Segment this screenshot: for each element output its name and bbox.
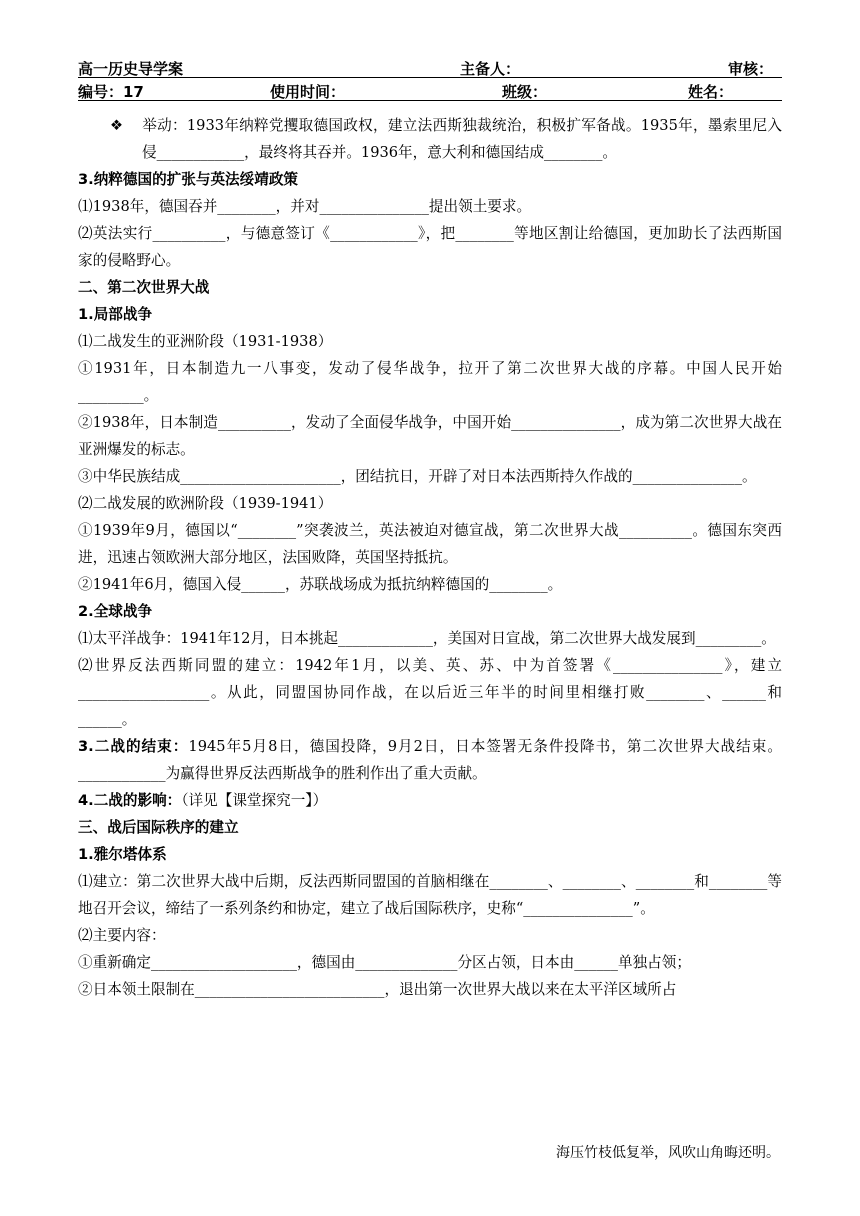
worksheet-line: ②1938年，日本制造__________，发动了全面侵华战争，中国开始_______________，成为第二次世界大战在亚洲爆发的标志。 (78, 414, 782, 458)
worksheet-line: ⑴二战发生的亚洲阶段（1931-1938） (78, 333, 333, 350)
worksheet-line: ⑴建立：第二次世界大战中后期，反法西斯同盟国的首脑相继在________、________、________和________等地召开会议，缔结了一系列条约和协定，建立了战后国际秩序，史称“_______________”。 (78, 873, 782, 917)
worksheet-line: ②1941年6月，德国入侵______，苏联战场成为抵抗纳粹德国的________。 (78, 576, 563, 593)
worksheet-line (78, 112, 782, 166)
use-time-label: 使用时间： (270, 83, 346, 101)
section-heading: 2.全球战争 (78, 603, 153, 620)
section-heading: 1.雅尔塔体系 (78, 846, 167, 863)
worksheet-line: ⑵二战发展的欧洲阶段（1939-1941） (78, 495, 333, 512)
section-heading: 3.纳粹德国的扩张与英法绥靖政策 (78, 171, 299, 188)
section-heading: 1.局部战争 (78, 306, 153, 323)
line-text: 1945年5月8日，德国投降，9月2日，日本签署无条件投降书，第二次世界大战结束。____________为赢得世界反法西斯战争的胜利作出了重大贡献。 (78, 738, 782, 782)
worksheet-body (78, 112, 782, 1003)
line-text: （详见【课堂探究一】） (181, 792, 328, 809)
worksheet-line: ⑵世界反法西斯同盟的建立：1942年1月，以美、英、苏、中为首签署《_______________》，建立__________________。从此，同盟国协同作战，在以后近三年半的时间里相继打败________、______和______。 (78, 657, 782, 728)
inline-heading: 4.二战的影响： (78, 792, 182, 809)
section-heading: 三、战后国际秩序的建立 (78, 819, 239, 836)
class-label: 班级： (502, 83, 548, 101)
worksheet-line: ⑵主要内容： (78, 927, 166, 944)
inline-heading: 3.二战的结束： (78, 738, 189, 755)
worksheet-line: ③中华民族结成______________________，团结抗日，开辟了对日本法西斯持久作战的_______________。 (78, 468, 757, 485)
worksheet-line: ⑵英法实行__________，与德意签订《____________》，把________等地区割让给德国，更加助长了法西斯国家的侵略野心。 (78, 225, 782, 269)
worksheet-line (78, 787, 782, 814)
review-label: 审核： (728, 60, 774, 78)
worksheet-line: ①1931年，日本制造九一八事变，发动了侵华战争，拉开了第二次世界大战的序幕。中国人民开始_________。 (78, 360, 782, 404)
name-label: 姓名： (688, 83, 734, 101)
worksheet-line: ①重新确定____________________，德国由______________分区占领，日本由______单独占领； (78, 954, 691, 971)
worksheet-line: ①1939年9月，德国以“________”突袭波兰，英法被迫对德宣战，第二次世界大战__________。德国东突西进，迅速占领欧洲大部分地区，法国败降，英国坚持抵抗。 (78, 522, 782, 566)
worksheet-line (78, 733, 782, 787)
preparer-label: 主备人： (460, 60, 521, 78)
line-text: 举动：1933年纳粹党攫取德国政权，建立法西斯独裁统治，积极扩军备战。1935年，墨索里尼入侵____________，最终将其吞并。1936年，意大利和德国结成________。 (142, 117, 782, 161)
worksheet-line: ②日本领土限制在__________________________，退出第一次世界大战以来在太平洋区域所占 (78, 981, 677, 998)
header-row-1 (78, 57, 782, 78)
bullet-marker: ❖ (110, 117, 124, 134)
header-row-2 (78, 80, 782, 101)
doc-number: 编号：17 (78, 83, 144, 101)
doc-title: 高一历史导学案 (78, 60, 184, 78)
worksheet-line: ⑴1938年，德国吞并________，并对_______________提出领土要求。 (78, 198, 532, 215)
worksheet-line: ⑴太平洋战争：1941年12月，日本挑起_____________，美国对日宣战，第二次世界大战发展到_________。 (78, 630, 776, 647)
section-heading: 二、第二次世界大战 (78, 279, 210, 296)
footer-poem: 海压竹枝低复举，风吹山角晦还明。 (556, 1145, 780, 1161)
